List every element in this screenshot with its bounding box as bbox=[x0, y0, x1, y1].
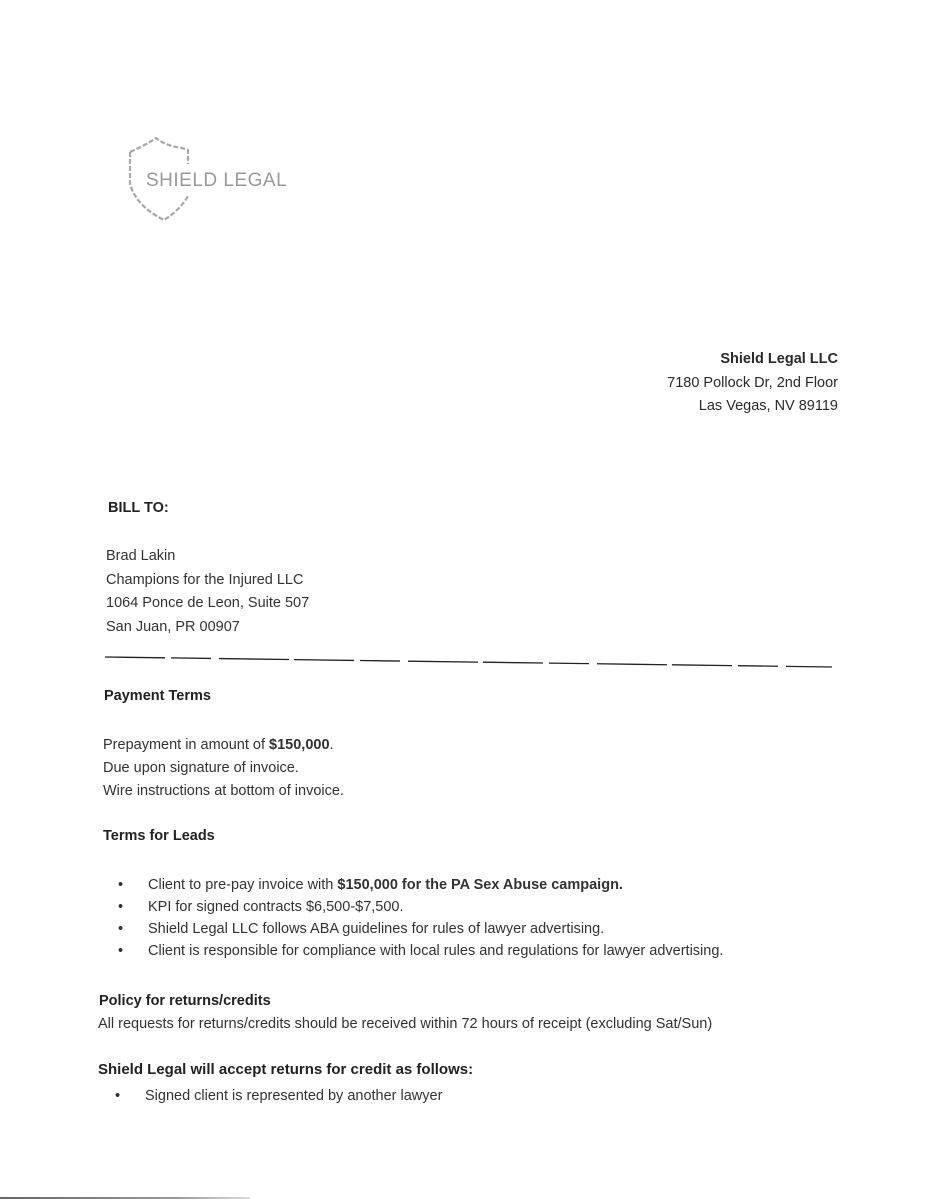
bullet-icon: • bbox=[115, 1088, 121, 1104]
sender-address-line2: Las Vegas, NV 89119 bbox=[698, 398, 838, 414]
sender-address-line1: 7180 Pollock Dr, 2nd Floor bbox=[667, 374, 838, 391]
list-item bbox=[118, 918, 723, 940]
list-item bbox=[115, 1085, 442, 1107]
prepayment-period: . bbox=[329, 737, 334, 753]
logo-text: SHIELD LEGAL bbox=[146, 170, 288, 191]
bill-to-name: Brad Lakin bbox=[106, 548, 176, 564]
bill-to-address-line2: San Juan, PR 00907 bbox=[106, 618, 240, 635]
company-logo bbox=[126, 134, 316, 226]
bullet-icon: • bbox=[118, 899, 124, 915]
policy-text: All requests for returns/credits should be received within 72 hours of receipt (excluding Sat/Sun) bbox=[98, 1016, 713, 1032]
divider-line bbox=[105, 656, 832, 668]
bill-to-block bbox=[106, 545, 309, 639]
terms-for-leads-heading: Terms for Leads bbox=[103, 828, 215, 844]
bullet-icon: • bbox=[118, 877, 124, 893]
scan-edge-mark bbox=[0, 1197, 250, 1199]
list-item bbox=[118, 896, 723, 918]
prepayment-text: Prepayment in amount of bbox=[103, 737, 270, 753]
bill-to-heading: BILL TO: bbox=[108, 500, 169, 516]
payment-terms-line3: Wire instructions at bottom of invoice. bbox=[103, 783, 344, 799]
payment-terms-line2: Due upon signature of invoice. bbox=[103, 760, 299, 776]
payment-terms-body bbox=[103, 734, 344, 803]
policy-heading: Policy for returns/credits bbox=[99, 993, 271, 1009]
prepayment-amount: $150,000 bbox=[269, 737, 330, 753]
payment-terms-heading: Payment Terms bbox=[104, 688, 211, 704]
bullet-icon: • bbox=[118, 921, 124, 937]
accept-returns-heading: Shield Legal will accept returns for credit as follows: bbox=[98, 1061, 474, 1078]
terms-for-leads-list bbox=[118, 874, 723, 962]
bill-to-address-line1: 1064 Ponce de Leon, Suite 507 bbox=[106, 595, 310, 611]
sender-name: Shield Legal LLC bbox=[720, 351, 838, 367]
lead-term-text: Shield Legal LLC follows ABA guidelines for rules of lawyer advertising. bbox=[148, 921, 605, 937]
bullet-icon: • bbox=[118, 943, 124, 959]
accept-return-text: Signed client is represented by another lawyer bbox=[145, 1088, 443, 1104]
list-item bbox=[118, 940, 723, 962]
lead-term-text: Client is responsible for compliance with local rules and regulations for lawyer advertising. bbox=[148, 943, 724, 959]
payment-terms-line1 bbox=[103, 734, 344, 757]
lead-term-bold: $150,000 for the PA Sex Abuse campaign. bbox=[337, 877, 623, 893]
lead-term-text: KPI for signed contracts $6,500-$7,500. bbox=[148, 899, 404, 915]
list-item bbox=[118, 874, 723, 896]
accept-returns-list bbox=[115, 1085, 442, 1107]
bill-to-company: Champions for the Injured LLC bbox=[106, 571, 304, 588]
sender-address-block bbox=[667, 348, 838, 419]
lead-term-text: Client to pre-pay invoice with bbox=[148, 877, 338, 893]
